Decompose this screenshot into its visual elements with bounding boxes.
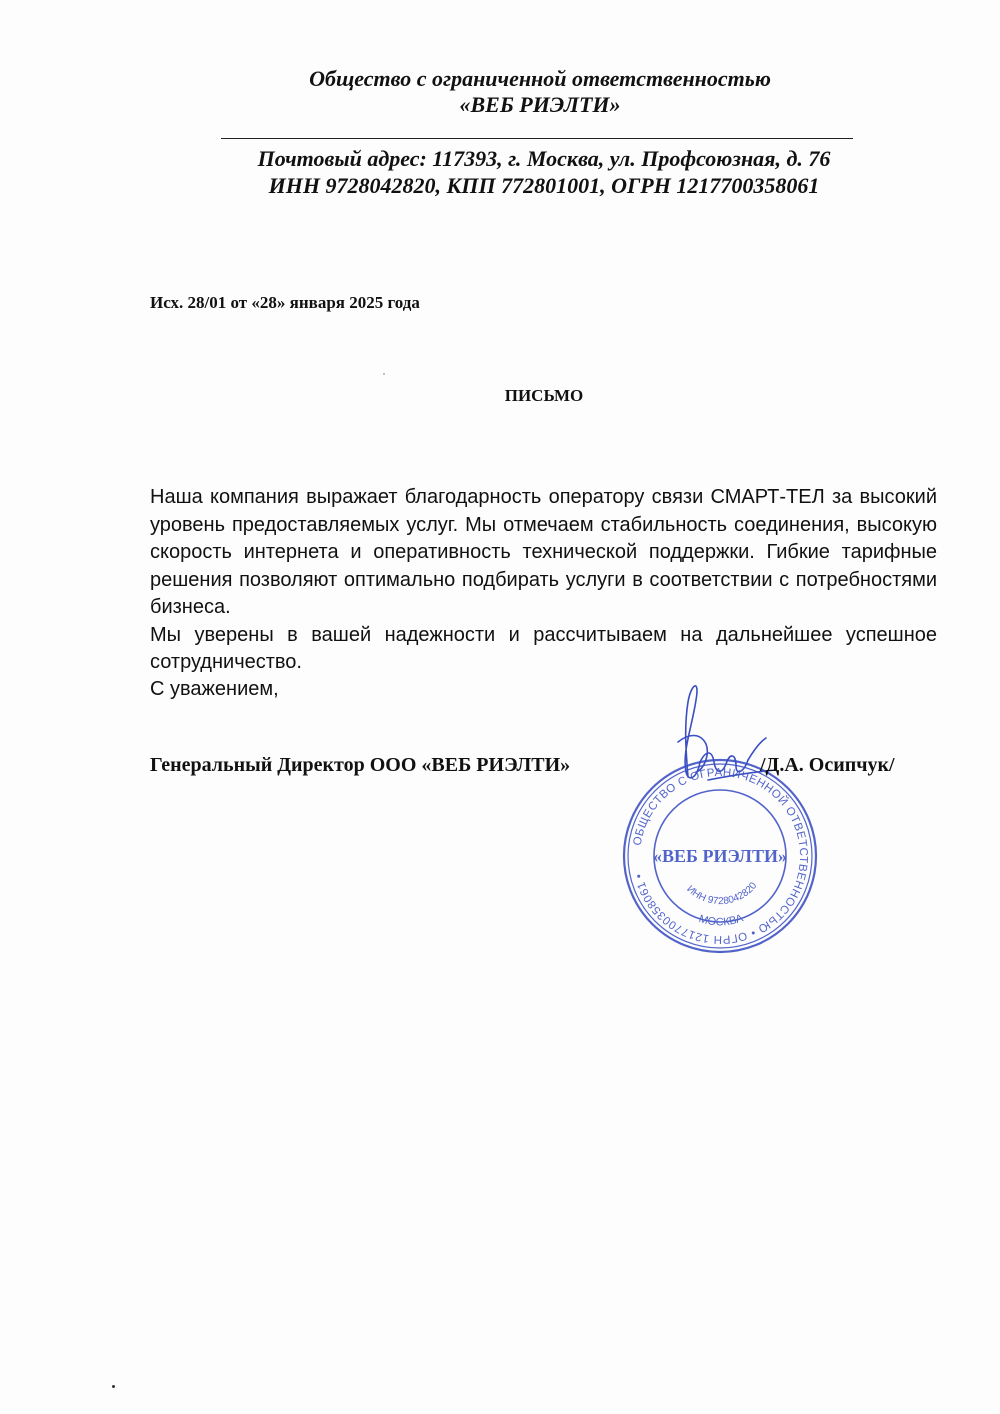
registry-numbers: ИНН 9728042820, КПП 772801001, ОГРН 1217700358061 (268, 173, 820, 198)
org-name-line2: «ВЕБ РИЭЛТИ» (459, 92, 621, 117)
org-name-line1: Общество с ограниченной ответственностью (309, 66, 771, 91)
header-divider (221, 138, 853, 139)
seal-inn-text: ИНН 9728042820 (684, 880, 760, 908)
closing-greeting: С уважением, (150, 678, 279, 700)
handwritten-signature (648, 672, 798, 812)
body-paragraph-1: Наша компания выражает благодарность оператору связи СМАРТ-ТЕЛ за высокий уровень предоставляемых услуг. Мы отмечаем стабильность соединения, высокую скорость интернета и оперативность технической поддержки. Гибкие тарифные решения позволяют оптимально подбирать услуги в соответствии с потребностями бизнеса. (150, 486, 937, 618)
letter-body (150, 484, 937, 677)
signatory-name: /Д.А. Осипчук/ (760, 754, 895, 776)
seal-ring-text: ОБЩЕСТВО С ОГРАНИЧЕННОЙ ОТВЕТСТВЕННОСТЬЮ • ОГРН 1217700358061 • (631, 766, 810, 946)
document-title: ПИСЬМО (504, 386, 584, 405)
scan-speck (383, 373, 385, 375)
postal-address: Почтовый адрес: 117393, г. Москва, ул. Профсоюзная, д. 76 (257, 146, 831, 171)
seal-center-text: «ВЕБ РИЭЛТИ» (653, 846, 787, 866)
seal-city-text: МОСКВА (697, 912, 745, 929)
scan-dot (112, 1385, 115, 1388)
outgoing-reference: Исх. 28/01 от «28» января 2025 года (150, 293, 420, 312)
body-paragraph-2: Мы уверены в вашей надежности и рассчитываем на дальнейшее успешное сотрудничество. (150, 623, 937, 673)
signatory-position: Генеральный Директор ООО «ВЕБ РИЭЛТИ» (150, 754, 571, 776)
